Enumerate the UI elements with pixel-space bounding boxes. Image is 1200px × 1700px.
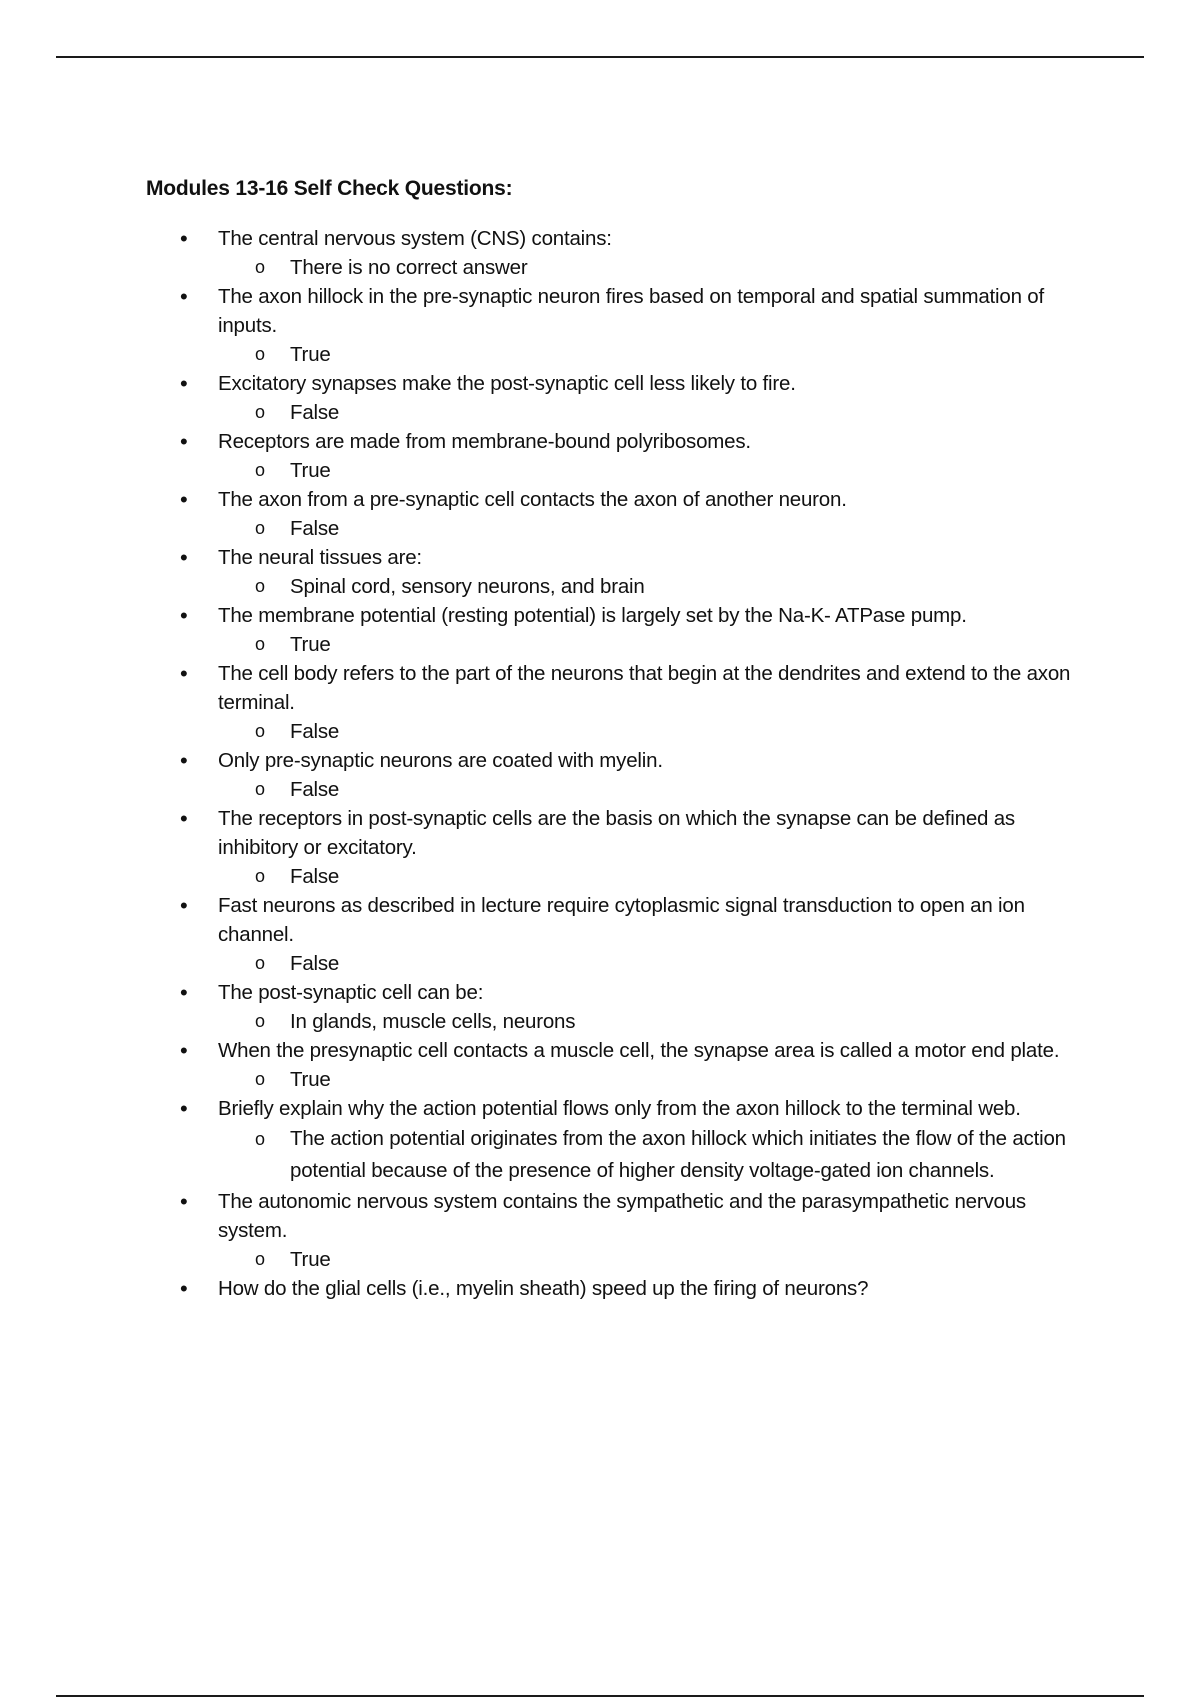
question-item xyxy=(146,1094,1086,1187)
question-text: Only pre-synaptic neurons are coated with myelin. xyxy=(218,749,663,772)
question-text: The neural tissues are: xyxy=(218,546,422,569)
question-item xyxy=(146,1274,1086,1303)
question-item xyxy=(146,601,1086,659)
question-text: Receptors are made from membrane-bound polyribosomes. xyxy=(218,430,751,453)
circle-bullet-icon: o xyxy=(255,634,265,654)
answer-item xyxy=(218,1007,1086,1036)
question-text: The post-synaptic cell can be: xyxy=(218,981,484,1004)
question-item xyxy=(146,804,1086,891)
answer-item xyxy=(218,1123,1086,1187)
answer-item xyxy=(218,630,1086,659)
answer-text: The action potential originates from the axon hillock which initiates the flow of the action potential because of the presence of higher density voltage-gated ion channels. xyxy=(290,1127,1066,1182)
question-text: How do the glial cells (i.e., myelin sheath) speed up the firing of neurons? xyxy=(218,1277,869,1300)
circle-bullet-icon: o xyxy=(255,953,265,973)
answer-text: True xyxy=(290,1068,331,1091)
bullet-icon: • xyxy=(180,748,188,773)
bullet-icon: • xyxy=(180,284,188,309)
circle-bullet-icon: o xyxy=(255,1129,265,1149)
bullet-icon: • xyxy=(180,226,188,251)
answer-item xyxy=(218,1245,1086,1274)
question-item xyxy=(146,891,1086,978)
answer-text: False xyxy=(290,778,340,801)
circle-bullet-icon: o xyxy=(255,576,265,596)
question-text: When the presynaptic cell contacts a muscle cell, the synapse area is called a motor end plate. xyxy=(218,1039,1060,1062)
circle-bullet-icon: o xyxy=(255,1249,265,1269)
bullet-icon: • xyxy=(180,661,188,686)
answer-text: There is no correct answer xyxy=(290,256,528,279)
circle-bullet-icon: o xyxy=(255,518,265,538)
answer-item xyxy=(218,456,1086,485)
answer-item xyxy=(218,717,1086,746)
bullet-icon: • xyxy=(180,545,188,570)
answer-text: False xyxy=(290,720,340,743)
top-rule xyxy=(56,56,1144,58)
answer-text: True xyxy=(290,1248,331,1271)
question-text: The axon hillock in the pre-synaptic neuron fires based on temporal and spatial summation of inputs. xyxy=(218,285,1044,337)
bullet-icon: • xyxy=(180,1276,188,1301)
question-text: The autonomic nervous system contains the sympathetic and the parasympathetic nervous system. xyxy=(218,1190,1026,1242)
answer-item xyxy=(218,253,1086,282)
question-text: The receptors in post-synaptic cells are the basis on which the synapse can be defined as inhibitory or excitatory. xyxy=(218,807,1015,859)
answer-text: Spinal cord, sensory neurons, and brain xyxy=(290,575,645,598)
bullet-icon: • xyxy=(180,487,188,512)
document-body xyxy=(146,174,1086,1303)
answer-text: True xyxy=(290,343,331,366)
question-text: Excitatory synapses make the post-synaptic cell less likely to fire. xyxy=(218,372,796,395)
question-item xyxy=(146,659,1086,746)
question-item xyxy=(146,543,1086,601)
bullet-icon: • xyxy=(180,1189,188,1214)
circle-bullet-icon: o xyxy=(255,866,265,886)
bullet-icon: • xyxy=(180,603,188,628)
question-text: The central nervous system (CNS) contains: xyxy=(218,227,612,250)
question-item xyxy=(146,978,1086,1036)
answer-item xyxy=(218,775,1086,804)
bullet-icon: • xyxy=(180,429,188,454)
answer-text: False xyxy=(290,952,340,975)
answer-text: True xyxy=(290,459,331,482)
circle-bullet-icon: o xyxy=(255,1011,265,1031)
question-list xyxy=(146,224,1086,1303)
question-text: Briefly explain why the action potential flows only from the axon hillock to the terminal web. xyxy=(218,1097,1021,1120)
page-title: Modules 13-16 Self Check Questions: xyxy=(146,177,513,200)
bullet-icon: • xyxy=(180,893,188,918)
answer-text: True xyxy=(290,633,331,656)
answer-item xyxy=(218,572,1086,601)
question-item xyxy=(146,485,1086,543)
answer-item xyxy=(218,340,1086,369)
question-item xyxy=(146,369,1086,427)
question-text: The cell body refers to the part of the neurons that begin at the dendrites and extend to the axon terminal. xyxy=(218,662,1071,714)
bottom-rule xyxy=(56,1695,1144,1697)
circle-bullet-icon: o xyxy=(255,402,265,422)
answer-text: False xyxy=(290,865,340,888)
circle-bullet-icon: o xyxy=(255,721,265,741)
question-text: The axon from a pre-synaptic cell contacts the axon of another neuron. xyxy=(218,488,847,511)
bullet-icon: • xyxy=(180,1096,188,1121)
question-item xyxy=(146,224,1086,282)
answer-text: False xyxy=(290,401,340,424)
answer-item xyxy=(218,398,1086,427)
bullet-icon: • xyxy=(180,371,188,396)
question-item xyxy=(146,427,1086,485)
circle-bullet-icon: o xyxy=(255,460,265,480)
question-item xyxy=(146,282,1086,369)
circle-bullet-icon: o xyxy=(255,779,265,799)
answer-text: False xyxy=(290,517,340,540)
answer-item xyxy=(218,514,1086,543)
answer-item xyxy=(218,949,1086,978)
question-item xyxy=(146,1036,1086,1094)
bullet-icon: • xyxy=(180,806,188,831)
answer-item xyxy=(218,1065,1086,1094)
circle-bullet-icon: o xyxy=(255,1069,265,1089)
bullet-icon: • xyxy=(180,1038,188,1063)
circle-bullet-icon: o xyxy=(255,344,265,364)
question-item xyxy=(146,746,1086,804)
bullet-icon: • xyxy=(180,980,188,1005)
question-item xyxy=(146,1187,1086,1274)
answer-text: In glands, muscle cells, neurons xyxy=(290,1010,576,1033)
circle-bullet-icon: o xyxy=(255,257,265,277)
question-text: Fast neurons as described in lecture require cytoplasmic signal transduction to open an ion channel. xyxy=(218,894,1025,946)
question-text: The membrane potential (resting potential) is largely set by the Na-K- ATPase pump. xyxy=(218,604,967,627)
answer-item xyxy=(218,862,1086,891)
